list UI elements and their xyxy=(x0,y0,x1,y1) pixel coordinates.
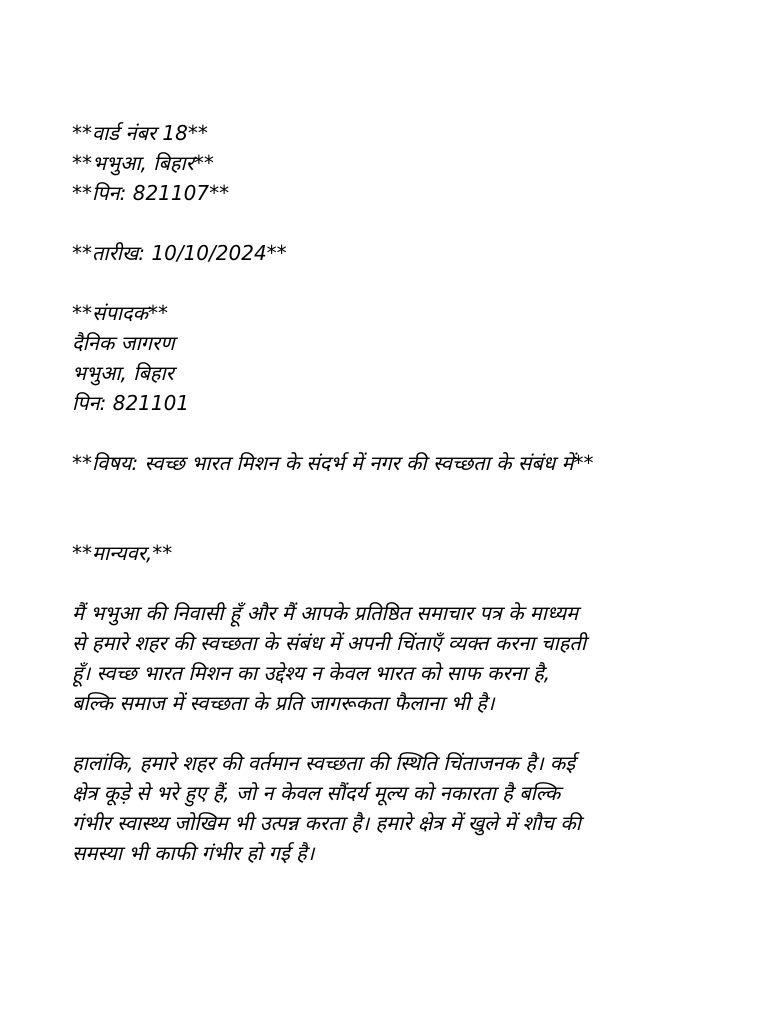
body-paragraph-1 xyxy=(72,598,712,718)
recipient-city: भभुआ, बिहार xyxy=(72,361,174,385)
letter-date: **तारीख: 10/10/2024** xyxy=(72,241,287,265)
letter-subject: **विषय: स्वच्छ भारत मिशन के संदर्भ में नगर की स्वच्छता के संबंध में** xyxy=(72,451,594,475)
sender-ward: **वार्ड नंबर 18** xyxy=(72,121,208,145)
paragraph-line: से हमारे शहर की स्वच्छता के संबंध में अपनी चिंताएँ व्यक्त करना चाहती xyxy=(72,631,587,655)
letter-page xyxy=(72,118,712,868)
recipient-title: **संपादक** xyxy=(72,301,169,325)
paragraph-line: मैं भभुआ की निवासी हूँ और मैं आपके प्रतिष्ठित समाचार पत्र के माध्यम xyxy=(72,601,579,625)
sender-pin: **पिन: 821107** xyxy=(72,181,230,205)
paragraph-line: गंभीर स्वास्थ्य जोखिम भी उत्पन्न करता है। हमारे क्षेत्र में खुले में शौच की xyxy=(72,811,581,835)
letter-salutation: **मान्यवर,** xyxy=(72,541,173,565)
spacer xyxy=(72,418,712,448)
paragraph-line: क्षेत्र कूड़े से भरे हुए हैं, जो न केवल सौंदर्य मूल्य को नकारता है बल्कि xyxy=(72,781,561,805)
paragraph-line: हालांकि, हमारे शहर की वर्तमान स्वच्छता की स्थिति चिंताजनक है। कई xyxy=(72,751,576,775)
paragraph-line: बल्कि समाज में स्वच्छता के प्रति जागरूकता फैलाना भी है। xyxy=(72,691,495,715)
paragraph-line: हूँ। स्वच्छ भारत मिशन का उद्देश्य न केवल भारत को साफ करना है, xyxy=(72,661,551,685)
sender-address xyxy=(72,118,712,208)
recipient-address xyxy=(72,298,712,418)
spacer xyxy=(72,718,712,748)
spacer xyxy=(72,208,712,238)
paragraph-line: समस्या भी काफी गंभीर हो गई है। xyxy=(72,841,315,865)
body-paragraph-2 xyxy=(72,748,712,868)
sender-city: **भभुआ, बिहार** xyxy=(72,151,214,175)
recipient-newspaper: दैनिक जागरण xyxy=(72,331,175,355)
recipient-pin: पिन: 821101 xyxy=(72,391,190,415)
spacer xyxy=(72,568,712,598)
spacer xyxy=(72,268,712,298)
spacer xyxy=(72,478,712,538)
